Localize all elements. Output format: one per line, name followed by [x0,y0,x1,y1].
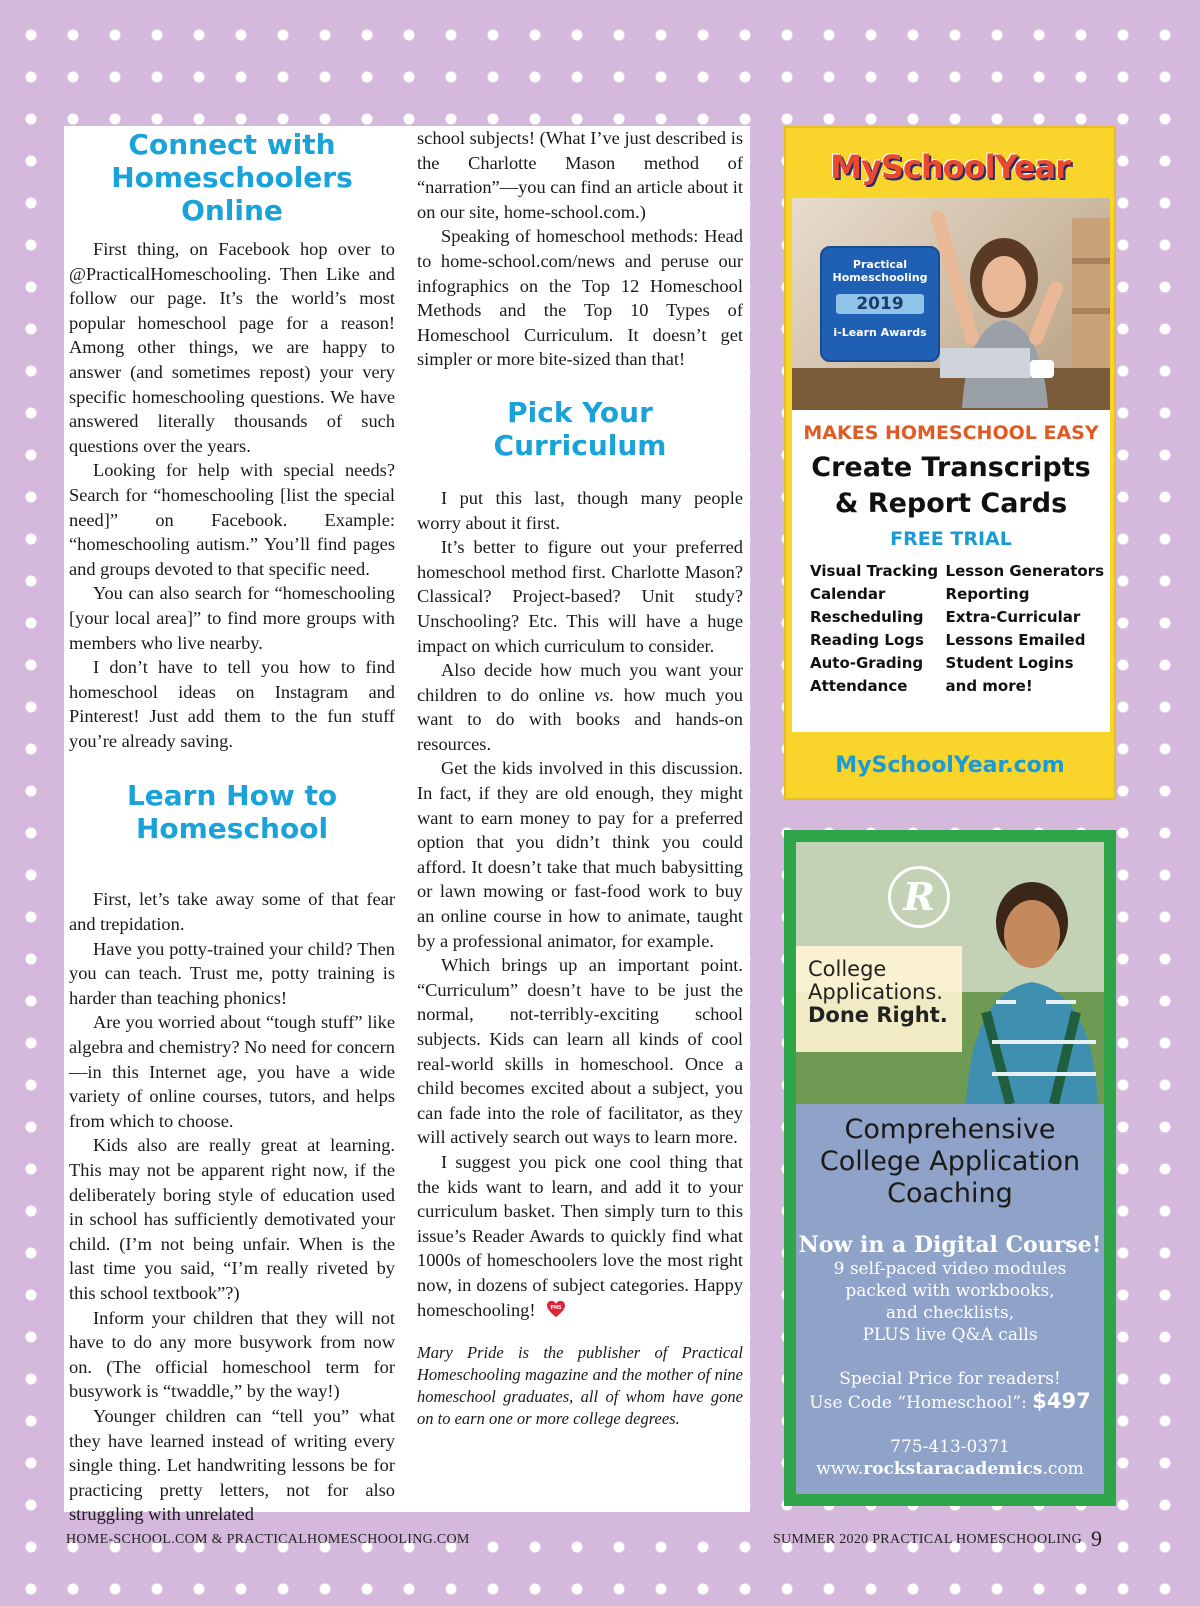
title-line: Create Transcripts [811,452,1091,483]
special-offer-line: Special Price for readers! [839,1369,1061,1389]
footer-right: SUMMER 2020 PRACTICAL HOMESCHOOLING [772,1532,1082,1547]
paragraph: Have you potty-trained your child? Then you can teach. Trust me, potty training is harder than teaching phonics! [69,938,395,1008]
rockstar-logo: R [888,866,950,928]
article-column-2 [417,126,743,1430]
feature-column-right [946,560,1104,698]
paragraph: Younger children can “tell you” what they have learned instead of writing every single thing. Let handwriting lessons be for practicing pretty letters, not for also struggling with unrelated [69,1405,395,1525]
paragraph: It’s better to figure out your preferred homeschool method first. Charlotte Mason? Classical? Project-based? Unit study? Unschooling? Etc. This will have a huge impact on which curriculum to consider. [417,537,743,656]
feature-item: Student Logins [945,654,1074,672]
ad-photo-student [796,842,1104,1104]
myschoolyear-logo: MySchoolYear [830,148,1070,186]
heading-pick-curriculum: Pick Your Curriculum [493,395,667,462]
heart-icon [546,1300,566,1318]
title-line: & Report Cards [834,488,1068,519]
special-offer [796,1368,1104,1414]
feature-list [792,550,1110,698]
heart-text: PHS [549,1304,562,1311]
ad-subheadline: Now in a Digital Course! [798,1232,1102,1258]
phone-number[interactable]: 775-413-0371 [890,1437,1010,1457]
heading-learn-homeschool [69,779,395,845]
contact-info [796,1436,1104,1480]
paragraph [417,658,743,756]
headline-line: College Application [819,1146,1081,1177]
ad-info-panel [796,1104,1104,1494]
feature-item: Visual Tracking [810,562,939,580]
feature-item: and more! [945,677,1033,695]
paragraph: I don’t have to tell you how to find homeschool ideas on Instagram and Pinterest! Just add them to the fun stuff you’re already saving. [69,657,395,751]
feature-item: Reading Logs [810,631,924,649]
url-part: .com [1042,1459,1084,1479]
rockstar-url-link[interactable] [796,1458,1104,1480]
ilearn-award-badge [820,246,940,362]
ad-body [792,410,1110,732]
paragraph: Kids also are really great at learning. This may not be apparent right now, if the deliberately boring style of education used in school has sufficiently demotivated your child. (I’m not being unfair. When is the last time you said, “I’m really riveted by this school textbook”?) [69,1135,395,1303]
text-span: how much you want to do with books and hands-on resources. [417,684,743,754]
ad-tagline: MAKES HOMESCHOOL EASY [803,422,1099,444]
caption-line: College [808,957,887,981]
ad-myschoolyear[interactable] [784,126,1116,800]
feature-item: Rescheduling [810,608,924,626]
paragraph: Inform your children that they will not have to do any more busywork from now on. (The official homeschool term for busywork is “twaddle,” by the way!) [69,1307,395,1402]
ad-title [792,450,1110,522]
heading-connect-online [69,128,395,227]
heading-line: Connect with [128,128,336,161]
myschoolyear-url-link[interactable]: MySchoolYear.com [835,753,1065,778]
feature-column-left [810,560,938,698]
heading-line: Learn How to [126,779,338,813]
author-byline: Mary Pride is the publisher of Practical Homeschooling magazine and the mother of nine homeschool graduates, all of whom have gone on to earn one or more college degrees. [417,1343,743,1429]
paragraph: I put this last, though many people worry about it first. [417,487,743,533]
paragraph: school subjects! (What I’ve just described is the Charlotte Mason method of “narration”—you can find an article about it on our site, home-school.com.) [417,128,743,222]
description-line: packed with workbooks, [845,1281,1055,1301]
text-span: Also decide how much you want your children to do online [417,660,743,705]
paragraph: Speaking of homeschool methods: Head to home-school.com/news and peruse our infographics on the Top 12 Homeschool Methods and the Top 10 Types of Homeschool Curriculum. It doesn’t get simpler or more bite-sized than that! [417,226,743,370]
badge-year: 2019 [836,294,924,314]
ad-headline [796,1114,1104,1210]
text-italic: vs. [594,684,615,705]
headline-line: Coaching [887,1178,1013,1209]
page-number: 9 [1091,1526,1102,1551]
badge-line: i-Learn Awards [833,326,927,339]
paragraph: You can also search for “homeschooling [your local area]” to find more groups with members who live nearby. [69,583,395,653]
heading-line: Homeschoolers Online [111,161,353,227]
paragraph: Get the kids involved in this discussion. In fact, if they are old enough, they might want to earn money to pay for a preferred option that you didn’t think you could afford. It doesn’t take that much babysitting or lawn mowing or fast-food work to buy an online course in how to animate, taught by a professional animator, for example. [417,758,743,951]
paragraph: Looking for help with special needs? Search for “homeschooling [list the special need]” on Facebook. Example: “homeschooling autism.” You’ll find pages and groups devoted to that specific need. [69,460,395,579]
article [64,126,750,1525]
ad-rockstar-academics[interactable] [784,830,1116,1506]
text-span: I suggest you pick one cool thing that the kids want to learn, and add it to your curriculum basket. Then simply turn to this issue’s Reader Awards to quickly find what 1000s of homeschoolers love the most right now, in dozens of subject categories. Happy homeschooling! [417,1151,743,1320]
badge-line: Practical Homeschooling [832,258,928,284]
paragraph [417,1150,743,1322]
feature-item: Attendance [810,677,908,695]
description-line: 9 self-paced video modules [833,1259,1067,1279]
special-offer-line [796,1390,1104,1414]
caption-line: Done Right. [808,1003,948,1027]
caption-line: Applications. [808,980,943,1004]
footer-left: HOME-SCHOOL.COM & PRACTICALHOMESCHOOLING.COM [66,1532,470,1547]
paragraph: Which brings up an important point. “Curriculum” doesn’t have to be just the normal, not-terribly-exciting school subjects. Kids can learn all kinds of cool real-world skills in homeschool. Once a child becomes excited about a subject, you can fade into the role of facilitator, as they will actively search out ways to learn more. [417,955,743,1148]
paragraph: First, let’s take away some of that fear and trepidation. [69,889,395,935]
feature-item: Lessons Emailed [945,631,1086,649]
promo-code-text: Use Code “Homeschool”: [809,1393,1033,1413]
price: $497 [1032,1389,1091,1413]
feature-item: Auto-Grading [810,654,924,672]
feature-item: Extra-Curricular [945,608,1081,626]
feature-item: Calendar [810,585,886,603]
description-line: and checklists, [885,1303,1015,1323]
ad-description [796,1258,1104,1346]
article-column-1 [69,126,395,1527]
headline-line: Comprehensive [844,1114,1056,1145]
url-part: rockstaracademics [863,1459,1043,1479]
ad-caption [796,946,962,1052]
url-part: www. [816,1459,864,1479]
feature-item: Lesson Generators [945,562,1104,580]
feature-item: Reporting [945,585,1030,603]
ad-photo-woman [792,198,1110,410]
heading-line: Homeschool [135,812,329,846]
paragraph: First thing, on Facebook hop over to @PracticalHomeschooling. Then Like and follow our page. It’s the world’s most popular homeschool page for a reason! Among other things, we are happy to answer (and sometimes repost) your very specific homeschooling questions. We have answered literally thousands of such questions over the years. [69,239,395,456]
paragraph: Are you worried about “tough stuff” like algebra and chemistry? No need for concern—in this Internet age, you have a wide variety of online courses, tutors, and helps from which to choose. [69,1012,395,1131]
description-line: PLUS live Q&A calls [862,1325,1038,1345]
free-trial-label: FREE TRIAL [890,528,1012,550]
